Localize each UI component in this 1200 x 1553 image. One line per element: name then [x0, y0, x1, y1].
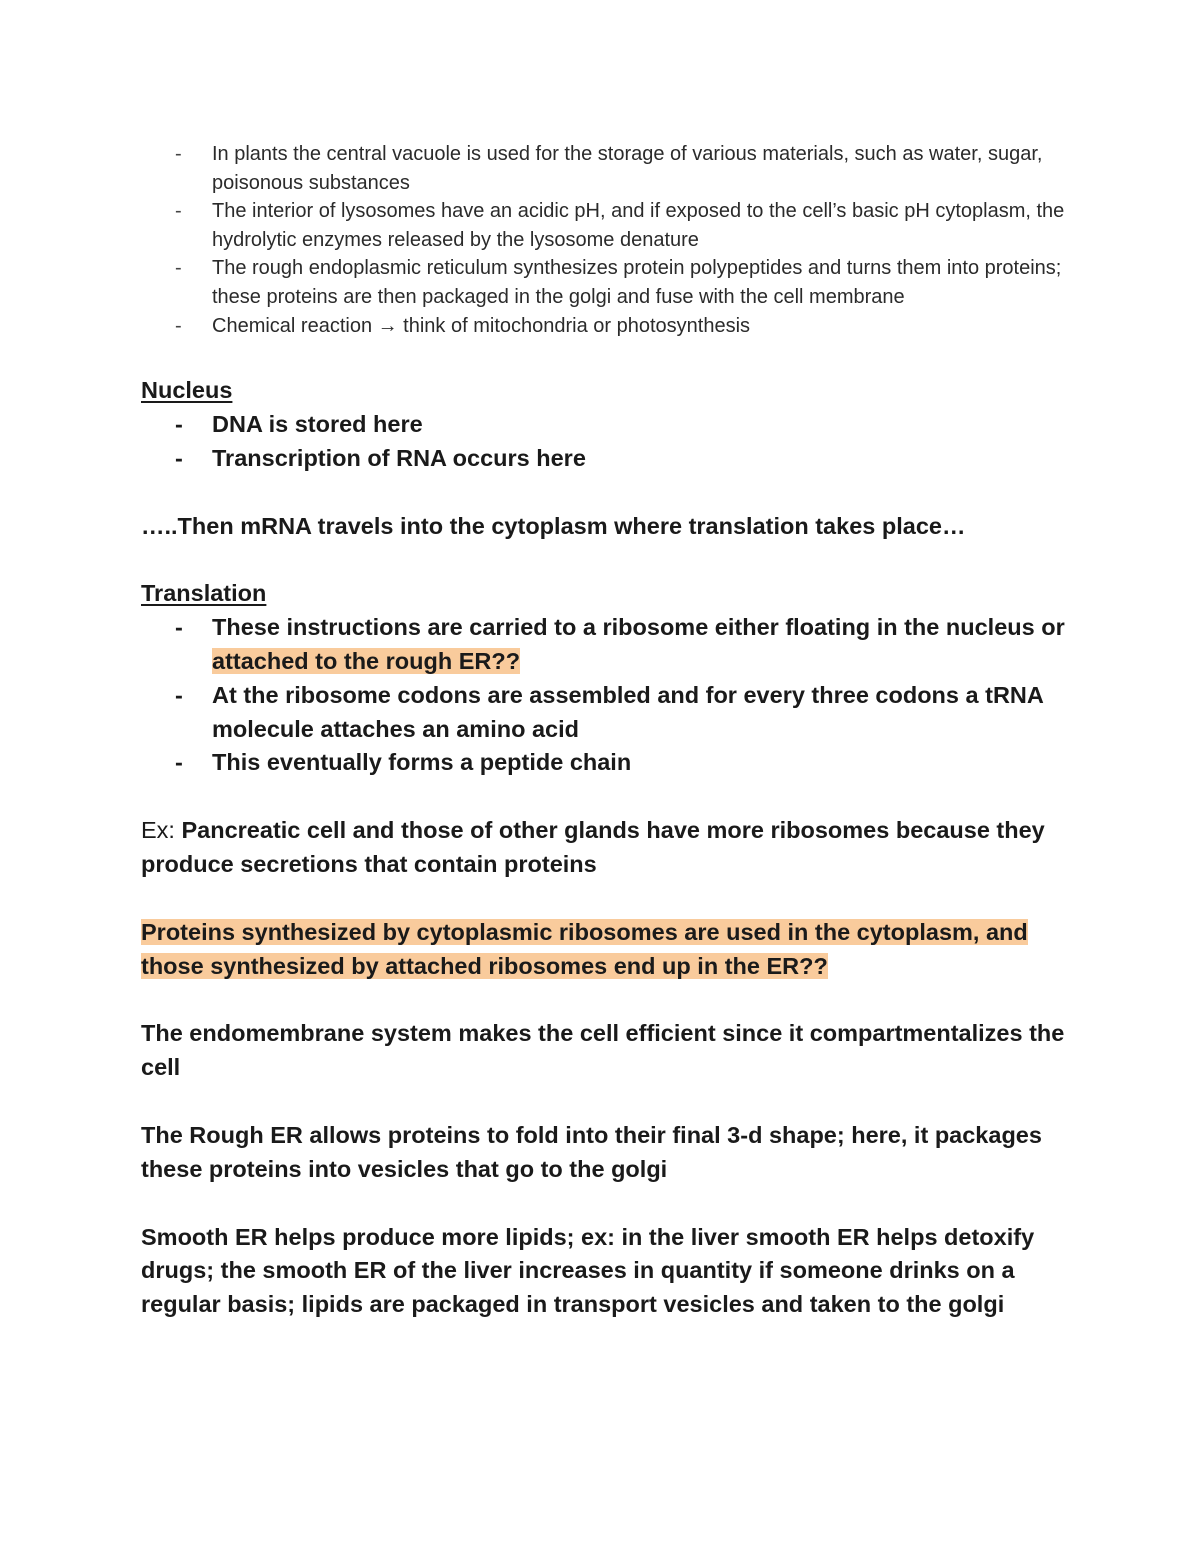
translation-list: [141, 611, 1071, 780]
highlighted-text: Proteins synthesized by cytoplasmic ribosomes are used in the cytoplasm, and those synthesized by attached ribosomes end up in the ER??: [141, 918, 1028, 979]
translation-heading: Translation: [141, 580, 267, 607]
nucleus-heading: Nucleus: [141, 377, 233, 404]
list-item: - DNA is stored here: [141, 408, 1071, 442]
nucleus-section: [141, 374, 1071, 1322]
example-paragraph: [141, 814, 1071, 882]
smooth-er-paragraph: Smooth ER helps produce more lipids; ex: in the liver smooth ER helps detoxify drugs; the smooth ER of the liver increases in quantity if someone drinks on a regular basis; lipids are packaged in transport vesicles and taken to the golgi: [141, 1223, 1035, 1318]
list-item: - In plants the central vacuole is used for the storage of various materials, such as water, sugar, poisonous substances: [141, 140, 1071, 197]
list-item-text: These instructions are carried to a ribosome either floating in the nucleus or: [212, 614, 1065, 641]
list-item: - The rough endoplasmic reticulum synthesizes protein polypeptides and turns them into proteins; these proteins are then packaged in the golgi and fuse with the cell membrane: [141, 254, 1071, 311]
list-item: [141, 611, 1071, 679]
list-item: - This eventually forms a peptide chain: [141, 746, 1071, 780]
rough-er-paragraph: The Rough ER allows proteins to fold into their final 3-d shape; here, it packages these proteins into vesicles that go to the golgi: [141, 1121, 1042, 1182]
intro-list: [141, 140, 1071, 340]
list-item: - Transcription of RNA occurs here: [141, 442, 1071, 476]
example-text: Pancreatic cell and those of other glands have more ribosomes because they produce secretions that contain proteins: [141, 817, 1045, 877]
nucleus-list: [141, 408, 1071, 476]
highlighted-paragraph: [141, 916, 1071, 984]
highlighted-text: attached to the rough ER??: [212, 647, 521, 674]
list-item: - The interior of lysosomes have an acidic pH, and if exposed to the cell’s basic pH cytoplasm, the hydrolytic enzymes released by the lysosome denature: [141, 197, 1071, 254]
list-item: - At the ribosome codons are assembled and for every three codons a tRNA molecule attaches an amino acid: [141, 679, 1071, 747]
list-item: - Chemical reaction → think of mitochondria or photosynthesis: [141, 312, 1071, 341]
transition-text: …..Then mRNA travels into the cytoplasm where translation takes place…: [141, 512, 966, 539]
endomembrane-paragraph: The endomembrane system makes the cell efficient since it compartmentalizes the cell: [141, 1020, 1065, 1081]
example-prefix: Ex:: [141, 817, 175, 844]
document-content: [141, 140, 1071, 1322]
